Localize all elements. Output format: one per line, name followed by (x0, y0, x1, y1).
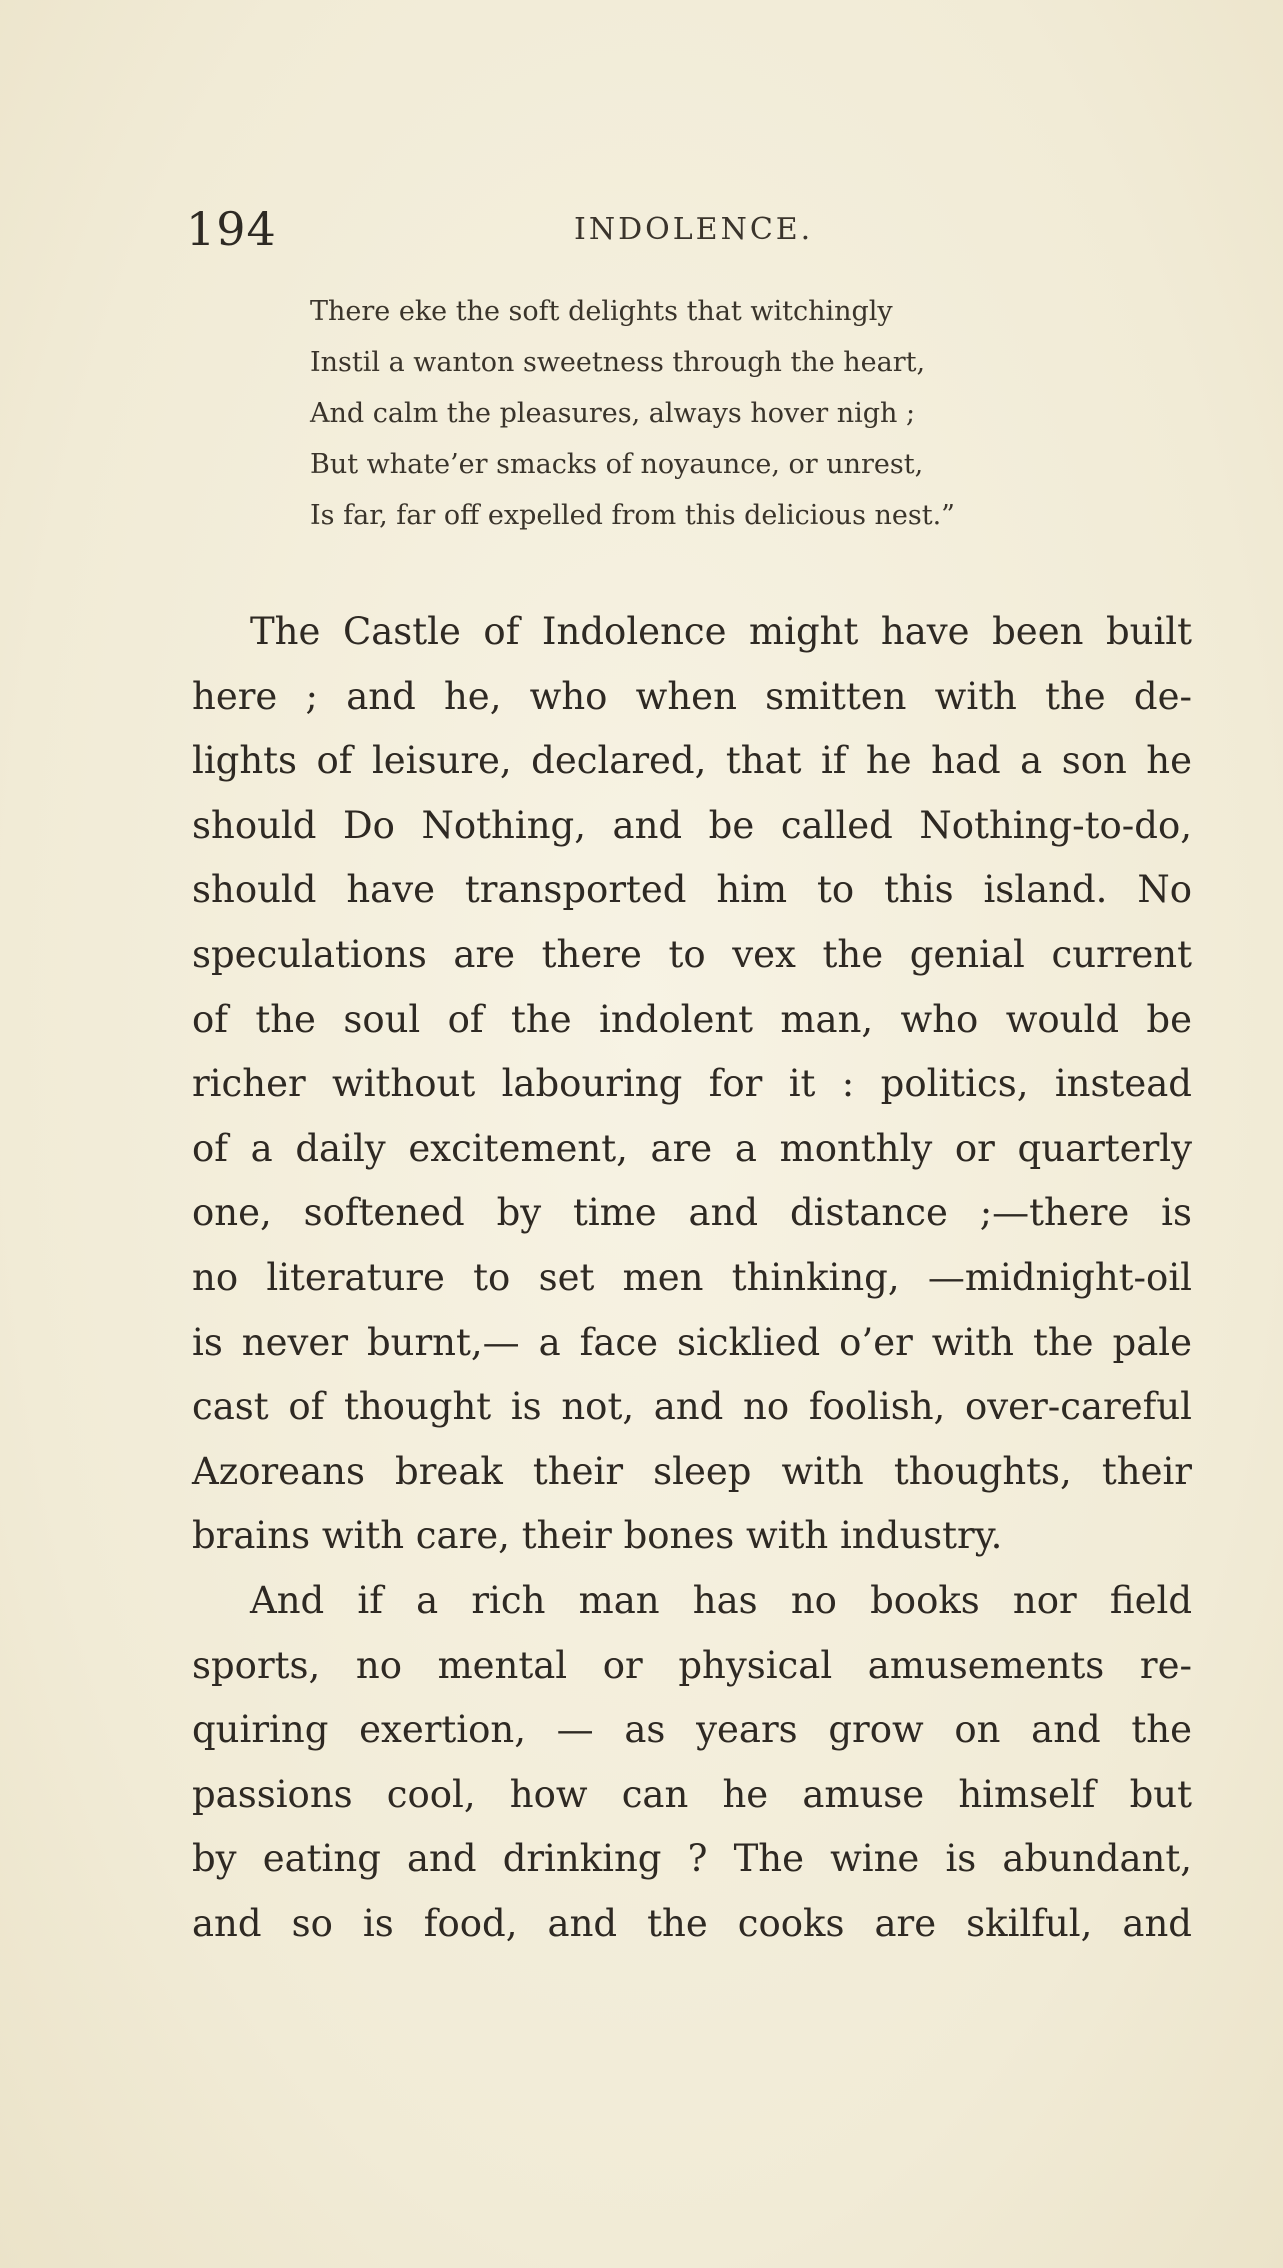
text-line: speculations are there to vex the genial current (192, 932, 1192, 976)
paragraph-2 (192, 1569, 1192, 1957)
text-line: The Castle of Indolence might have been built (250, 610, 1192, 653)
text-line: by eating and drinking ? The wine is abundant, (192, 1837, 1192, 1881)
running-head (186, 202, 1126, 262)
text-line: no literature to set men thinking, —midnight-oil (192, 1255, 1192, 1299)
body-text (192, 600, 1192, 1956)
text-line: should Do Nothing, and be called Nothing-to-do, (192, 803, 1192, 847)
verse-line: And calm the pleasures, always hover nigh ; (310, 398, 916, 429)
paragraph-1 (192, 600, 1192, 1569)
text-line: brains with care, their bones with industry. (192, 1514, 1003, 1558)
verse-quotation (310, 286, 1110, 541)
text-line: cast of thought is not, and no foolish, over-careful (192, 1385, 1192, 1429)
verse-line: There eke the soft delights that witchingly (310, 296, 893, 327)
text-line: richer without labouring for it : politics, instead (192, 1062, 1192, 1106)
text-line: sports, no mental or physical amusements re- (192, 1643, 1192, 1687)
verse-line: Instil a wanton sweetness through the heart, (310, 347, 926, 378)
text-line: quiring exertion, — as years grow on and the (192, 1708, 1192, 1752)
verse-line: Is far, far off expelled from this delicious nest.” (310, 500, 955, 531)
verse-line: But whate’er smacks of noyaunce, or unrest, (310, 449, 924, 480)
text-line: and so is food, and the cooks are skilful, and (192, 1901, 1192, 1945)
text-line: And if a rich man has no books nor field (250, 1578, 1192, 1622)
page-number: 194 (186, 202, 277, 256)
text-line: passions cool, how can he amuse himself but (192, 1772, 1192, 1816)
text-line: lights of leisure, declared, that if he had a son he (192, 739, 1192, 783)
text-line: is never burnt,— a face sicklied o’er with the pale (192, 1320, 1192, 1364)
text-line: of a daily excitement, are a monthly or quarterly (192, 1126, 1192, 1170)
running-title: INDOLENCE. (574, 212, 814, 247)
text-line: of the soul of the indolent man, who would be (192, 997, 1192, 1041)
text-line: here ; and he, who when smitten with the de- (192, 674, 1192, 718)
text-line: Azoreans break their sleep with thoughts, their (192, 1449, 1192, 1493)
text-line: one, softened by time and distance ;—there is (192, 1191, 1192, 1235)
text-line: should have transported him to this island. No (192, 868, 1192, 912)
